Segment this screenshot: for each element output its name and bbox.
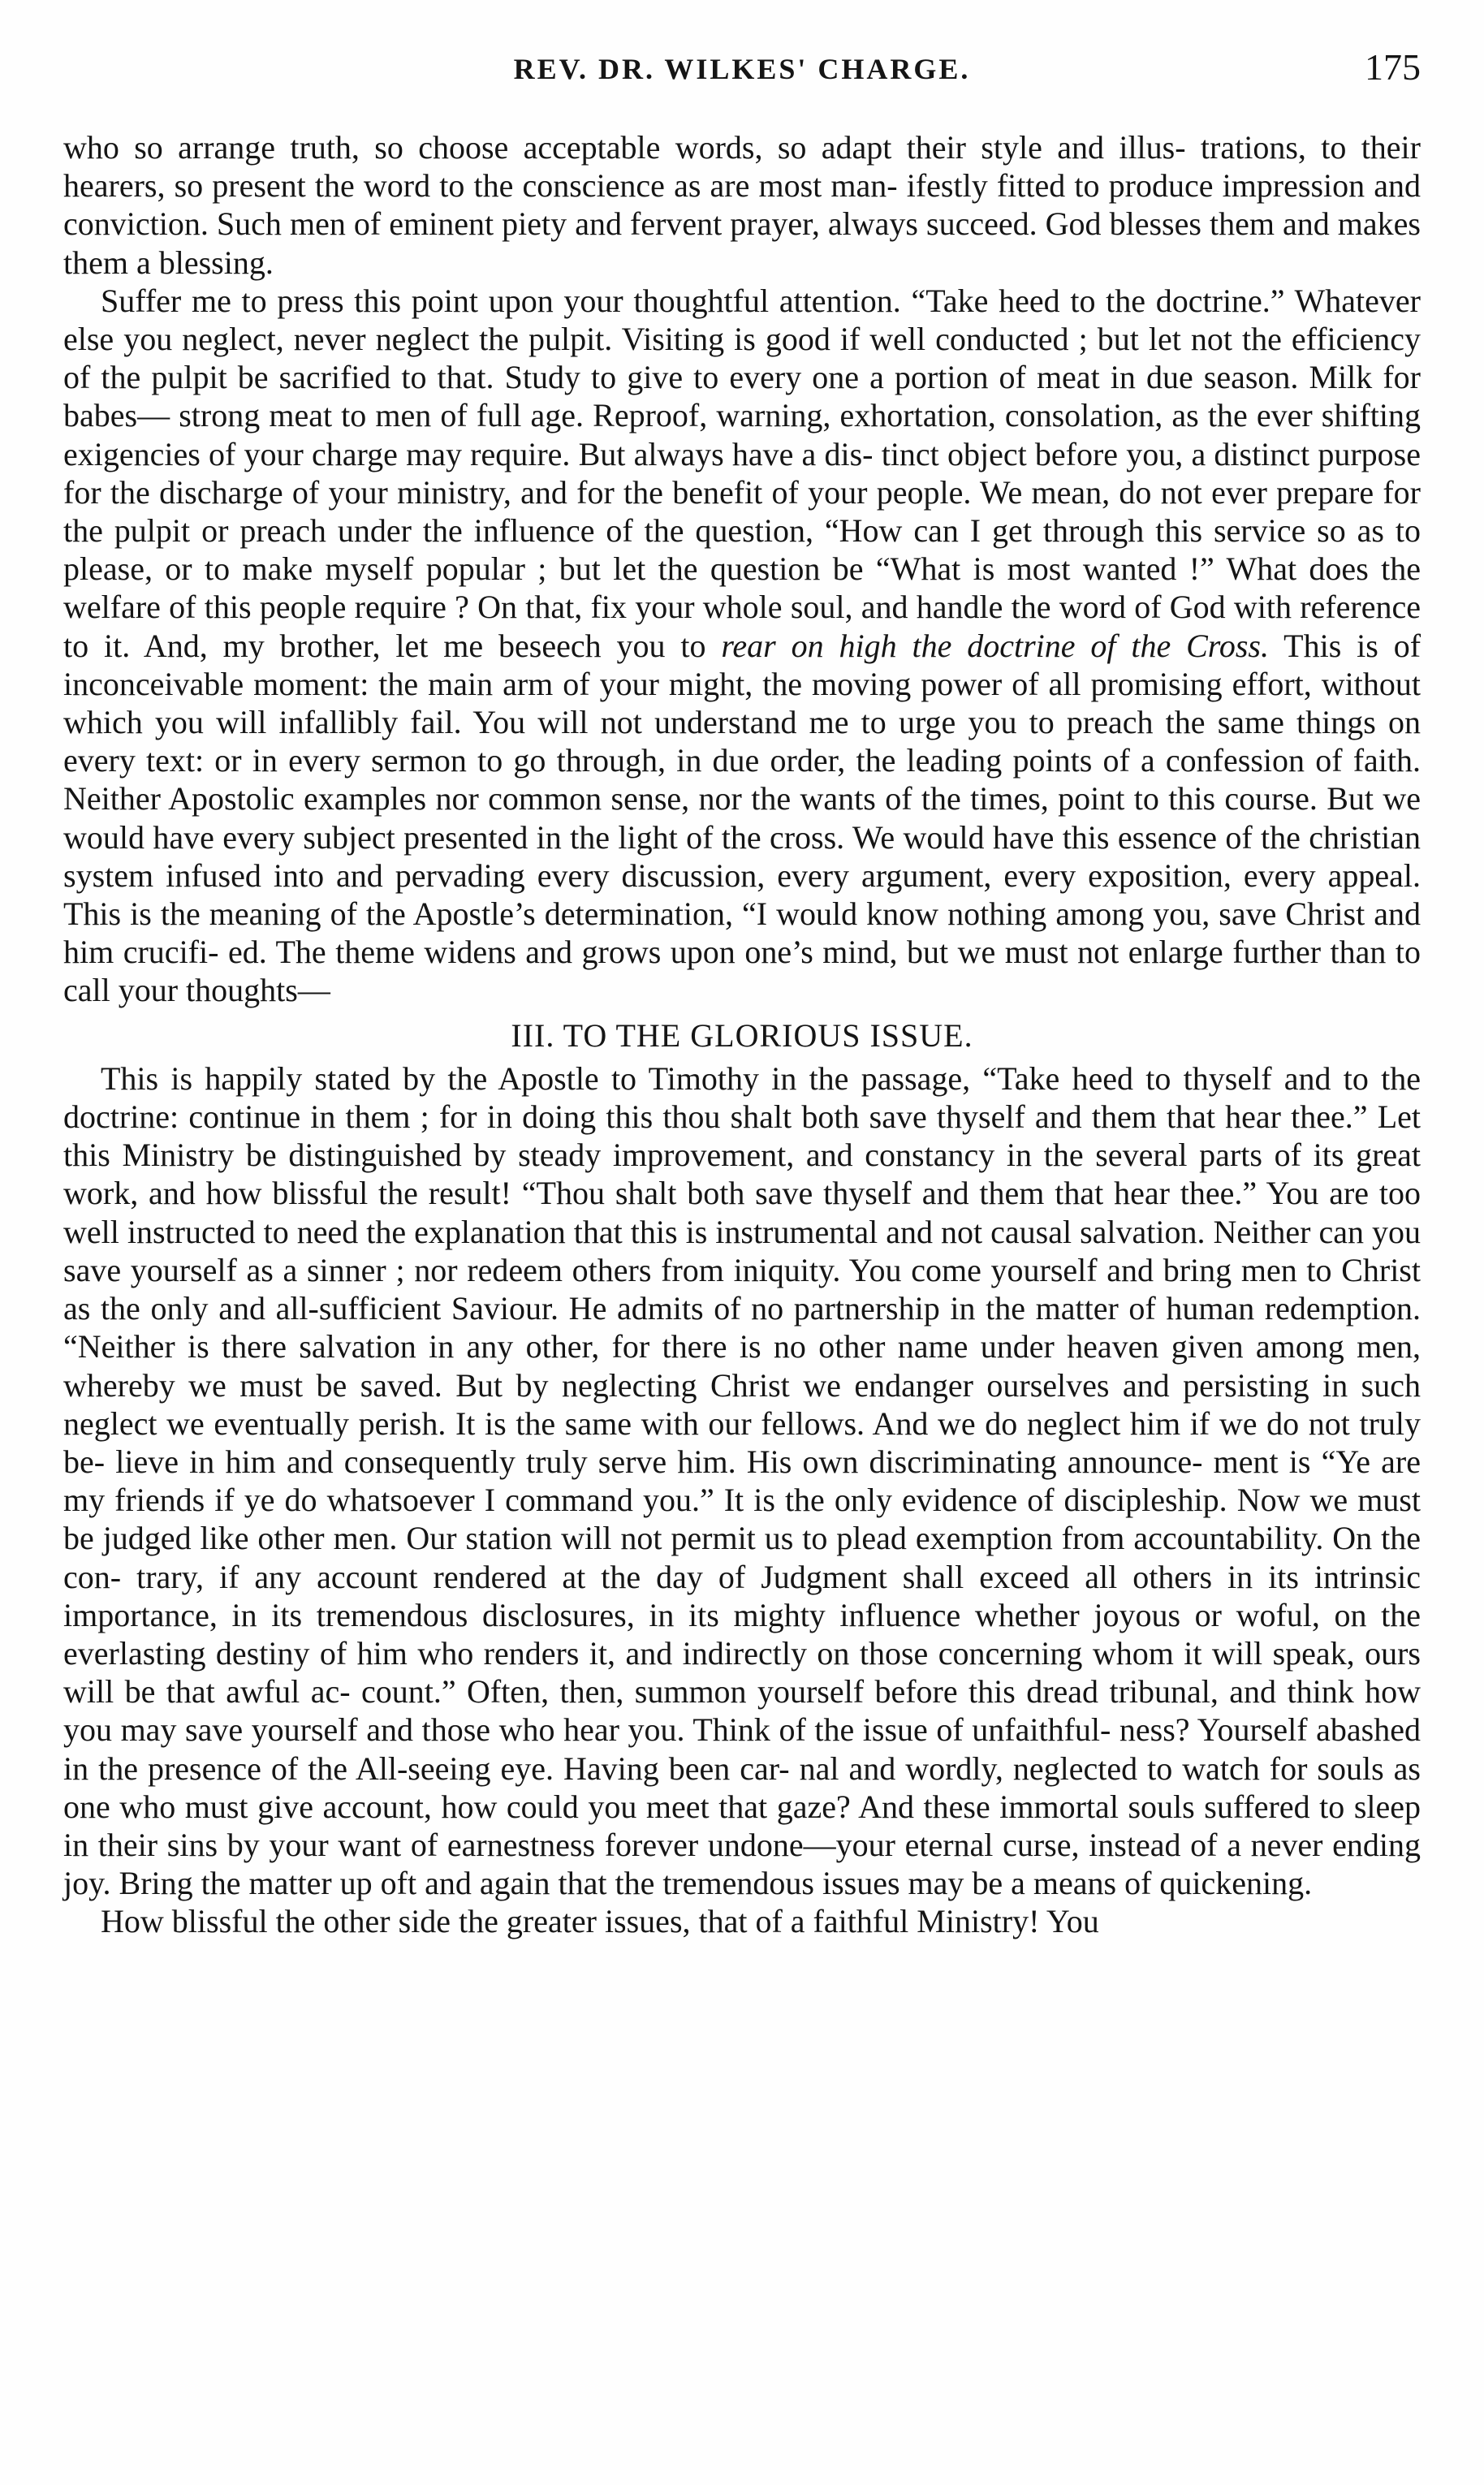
text-line: It is the same with our fellows. And we do neglect him if we do not truly be-: [63, 1404, 1421, 1480]
text-line: nal and wordly, neglected to watch for souls as one who must give account, how: [63, 1749, 1421, 1825]
text-line: tinct object before you, a distinct purpose for the discharge of your ministry, and: [63, 435, 1421, 511]
paragraph-2: [63, 282, 1421, 1010]
text-line: wanted !” What does the welfare of this people require ? On that, fix your whole: [63, 550, 1421, 626]
text-line: only evidence of discipleship. Now we must be judged like other men. Our: [63, 1482, 1421, 1557]
text-line: sins by your want of earnestness forever undone—your eternal curse, instead of: [166, 1826, 1218, 1863]
text-line: soul, and handle the word of God with reference to it. And, my brother, let me: [63, 589, 1421, 664]
text-line: not causal salvation. Neither can you save yourself as a sinner ; nor redeem: [63, 1213, 1421, 1288]
text-line: would have every subject presented in the light of the cross. We would have this: [63, 818, 1110, 856]
page-number: 175: [1365, 46, 1421, 88]
text-line: Study to give to every one a portion of meat in due season. Milk for babes—: [63, 359, 1421, 434]
text-line: save thyself and them that hear thee.” Let this Ministry be distinguished by: [63, 1098, 1421, 1174]
text-line: ment is “Ye are my friends if ye do whatsoever I command you.” It is the: [63, 1443, 1421, 1519]
paragraph-4: [63, 1902, 1421, 1940]
text-line: lieve in him and consequently truly serve him. His own discriminating announce-: [115, 1443, 1203, 1480]
text-line: who so arrange truth, so choose acceptable words, so adapt their style and illus-: [63, 129, 1186, 166]
text-line: to thyself and to the doctrine: continue in them ; for in doing this thou shalt both: [63, 1059, 1421, 1136]
text-line: the ever shifting exigencies of your charge may require. But always have a dis-: [63, 397, 1421, 472]
italic-phrase: rear on high the doctrine of the Cross.: [721, 627, 1269, 664]
text-line: the doctrine.” Whatever else you neglect, never neglect the pulpit. Visiting is: [63, 282, 1421, 358]
text-line: This is happily stated by the Apostle to Timothy in the passage, “Take heed: [101, 1059, 1134, 1097]
text-line: ness? Yourself abashed in the presence of the All-seeing eye. Having been car-: [63, 1711, 1421, 1787]
text-line: and fervent prayer, always succeed. God blesses them and makes them a blessing.: [63, 205, 1421, 281]
text-line: so as to please, or to make myself popular ; but let the question be “What is most: [63, 512, 1421, 588]
text-line: under heaven given among men, whereby we must be saved. But by neglecting: [63, 1328, 1421, 1404]
text-line: essence of the christian system infused into and pervading every discussion, every: [63, 818, 1421, 894]
text-line: Christ we endanger ourselves and persisting in such neglect we eventually perish.: [63, 1366, 1421, 1442]
running-head: [63, 45, 1421, 94]
text-line: Suffer me to press this point upon your thoughtful attention. “Take heed to: [101, 282, 1096, 319]
text-line: for the benefit of your people. We mean, do not ever prepare for the pulpit or: [63, 473, 1421, 550]
text-line: order, the leading points of a confession of faith. Neither Apostolic examples: [63, 742, 1421, 818]
text-line: moment: the main arm of your might, the moving power of all promising effort,: [253, 665, 1312, 702]
text-line: strong meat to men of full age. Reproof, warning, exhortation, consolation, as: [179, 397, 1199, 434]
text-line: How blissful the other side the greater issues, that of a faithful Ministry! You: [101, 1903, 1099, 1940]
text-line: This is of inconceivable: [63, 627, 1421, 702]
text-line: and all-sufficient Saviour. He admits of no partnership in the matter of human: [218, 1290, 1255, 1327]
text-line: how blissful the result! “Thou shalt both save thyself and them that hear thee.”: [205, 1175, 1258, 1212]
text-line: its intrinsic importance, in its tremendous disclosures, in its mighty influence: [63, 1558, 1421, 1633]
body-text: [63, 128, 1421, 1941]
text-line: issues may be a means of quickening.: [822, 1865, 1313, 1902]
text-line: to preach the same things on every text: or in every sermon to go through, in due: [63, 704, 1421, 779]
text-line: without which you will infallibly fail. You will not understand me to urge you: [63, 665, 1421, 741]
text-line: trations, to their hearers, so present the word to the conscience as are most man-: [63, 129, 1421, 205]
text-line: station will not permit us to plead exemption from accountability. On the con-: [63, 1520, 1421, 1595]
text-line: trary, if any account rendered at the day of Judgment shall exceed all others in: [136, 1558, 1253, 1595]
text-line: redemption. “Neither is there salvation in any other, for there is no other name: [63, 1290, 1421, 1365]
text-line: argument, every exposition, every appeal. This is the meaning of the Apostle’s: [63, 856, 1421, 933]
text-line: ed. The theme widens and grows upon one’s mind, but we must not enlarge: [227, 934, 1223, 971]
text-line: determination, “I would know nothing among you, save Christ and him crucifi-: [63, 895, 1421, 971]
text-line: indirectly on those concerning whom it will speak, ours will be that awful ac-: [63, 1634, 1421, 1711]
text-line: others from iniquity. You come yourself and bring men to Christ as the only: [63, 1251, 1421, 1327]
text-line: count.” Often, then, summon yourself before this dread tribunal, and think how: [360, 1673, 1421, 1711]
text-line: nor common sense, nor the wants of the times, point to this course. But we: [435, 780, 1421, 818]
section-heading: III. TO THE GLORIOUS ISSUE.: [511, 1016, 973, 1054]
paragraph-3: [63, 1059, 1421, 1902]
running-title: REV. DR. WILKES' CHARGE.: [513, 53, 971, 85]
text-line: you may save yourself and those who hear you. Think of the issue of unfaithful-: [63, 1711, 1111, 1749]
paragraph-1: [63, 128, 1421, 282]
text-line: further than to call your thoughts—: [63, 934, 1421, 1009]
text-line: steady improvement, and constancy in the several parts of its great work, and: [63, 1137, 1421, 1212]
text-line: whether joyous or woful, on the everlasting destiny of him who renders it, and: [63, 1596, 1421, 1672]
text-line: a never ending joy. Bring the matter up oft and again that the tremendous: [63, 1826, 1421, 1902]
text-line: ifestly fitted to produce impression and conviction. Such men of eminent piety: [63, 167, 1421, 243]
text-line: could you meet that gaze? And these immortal souls suffered to sleep in their: [63, 1788, 1421, 1863]
text-line: good if well conducted ; but let not the efficiency of the pulpit be sacrified to that.: [63, 321, 1421, 396]
text-line: preach under the influence of the question, “How can I get through this service: [239, 512, 1306, 550]
text-line: You are too well instructed to need the explanation that this is instrumental and: [63, 1175, 1421, 1250]
text-line: beseech you to: [498, 627, 722, 664]
